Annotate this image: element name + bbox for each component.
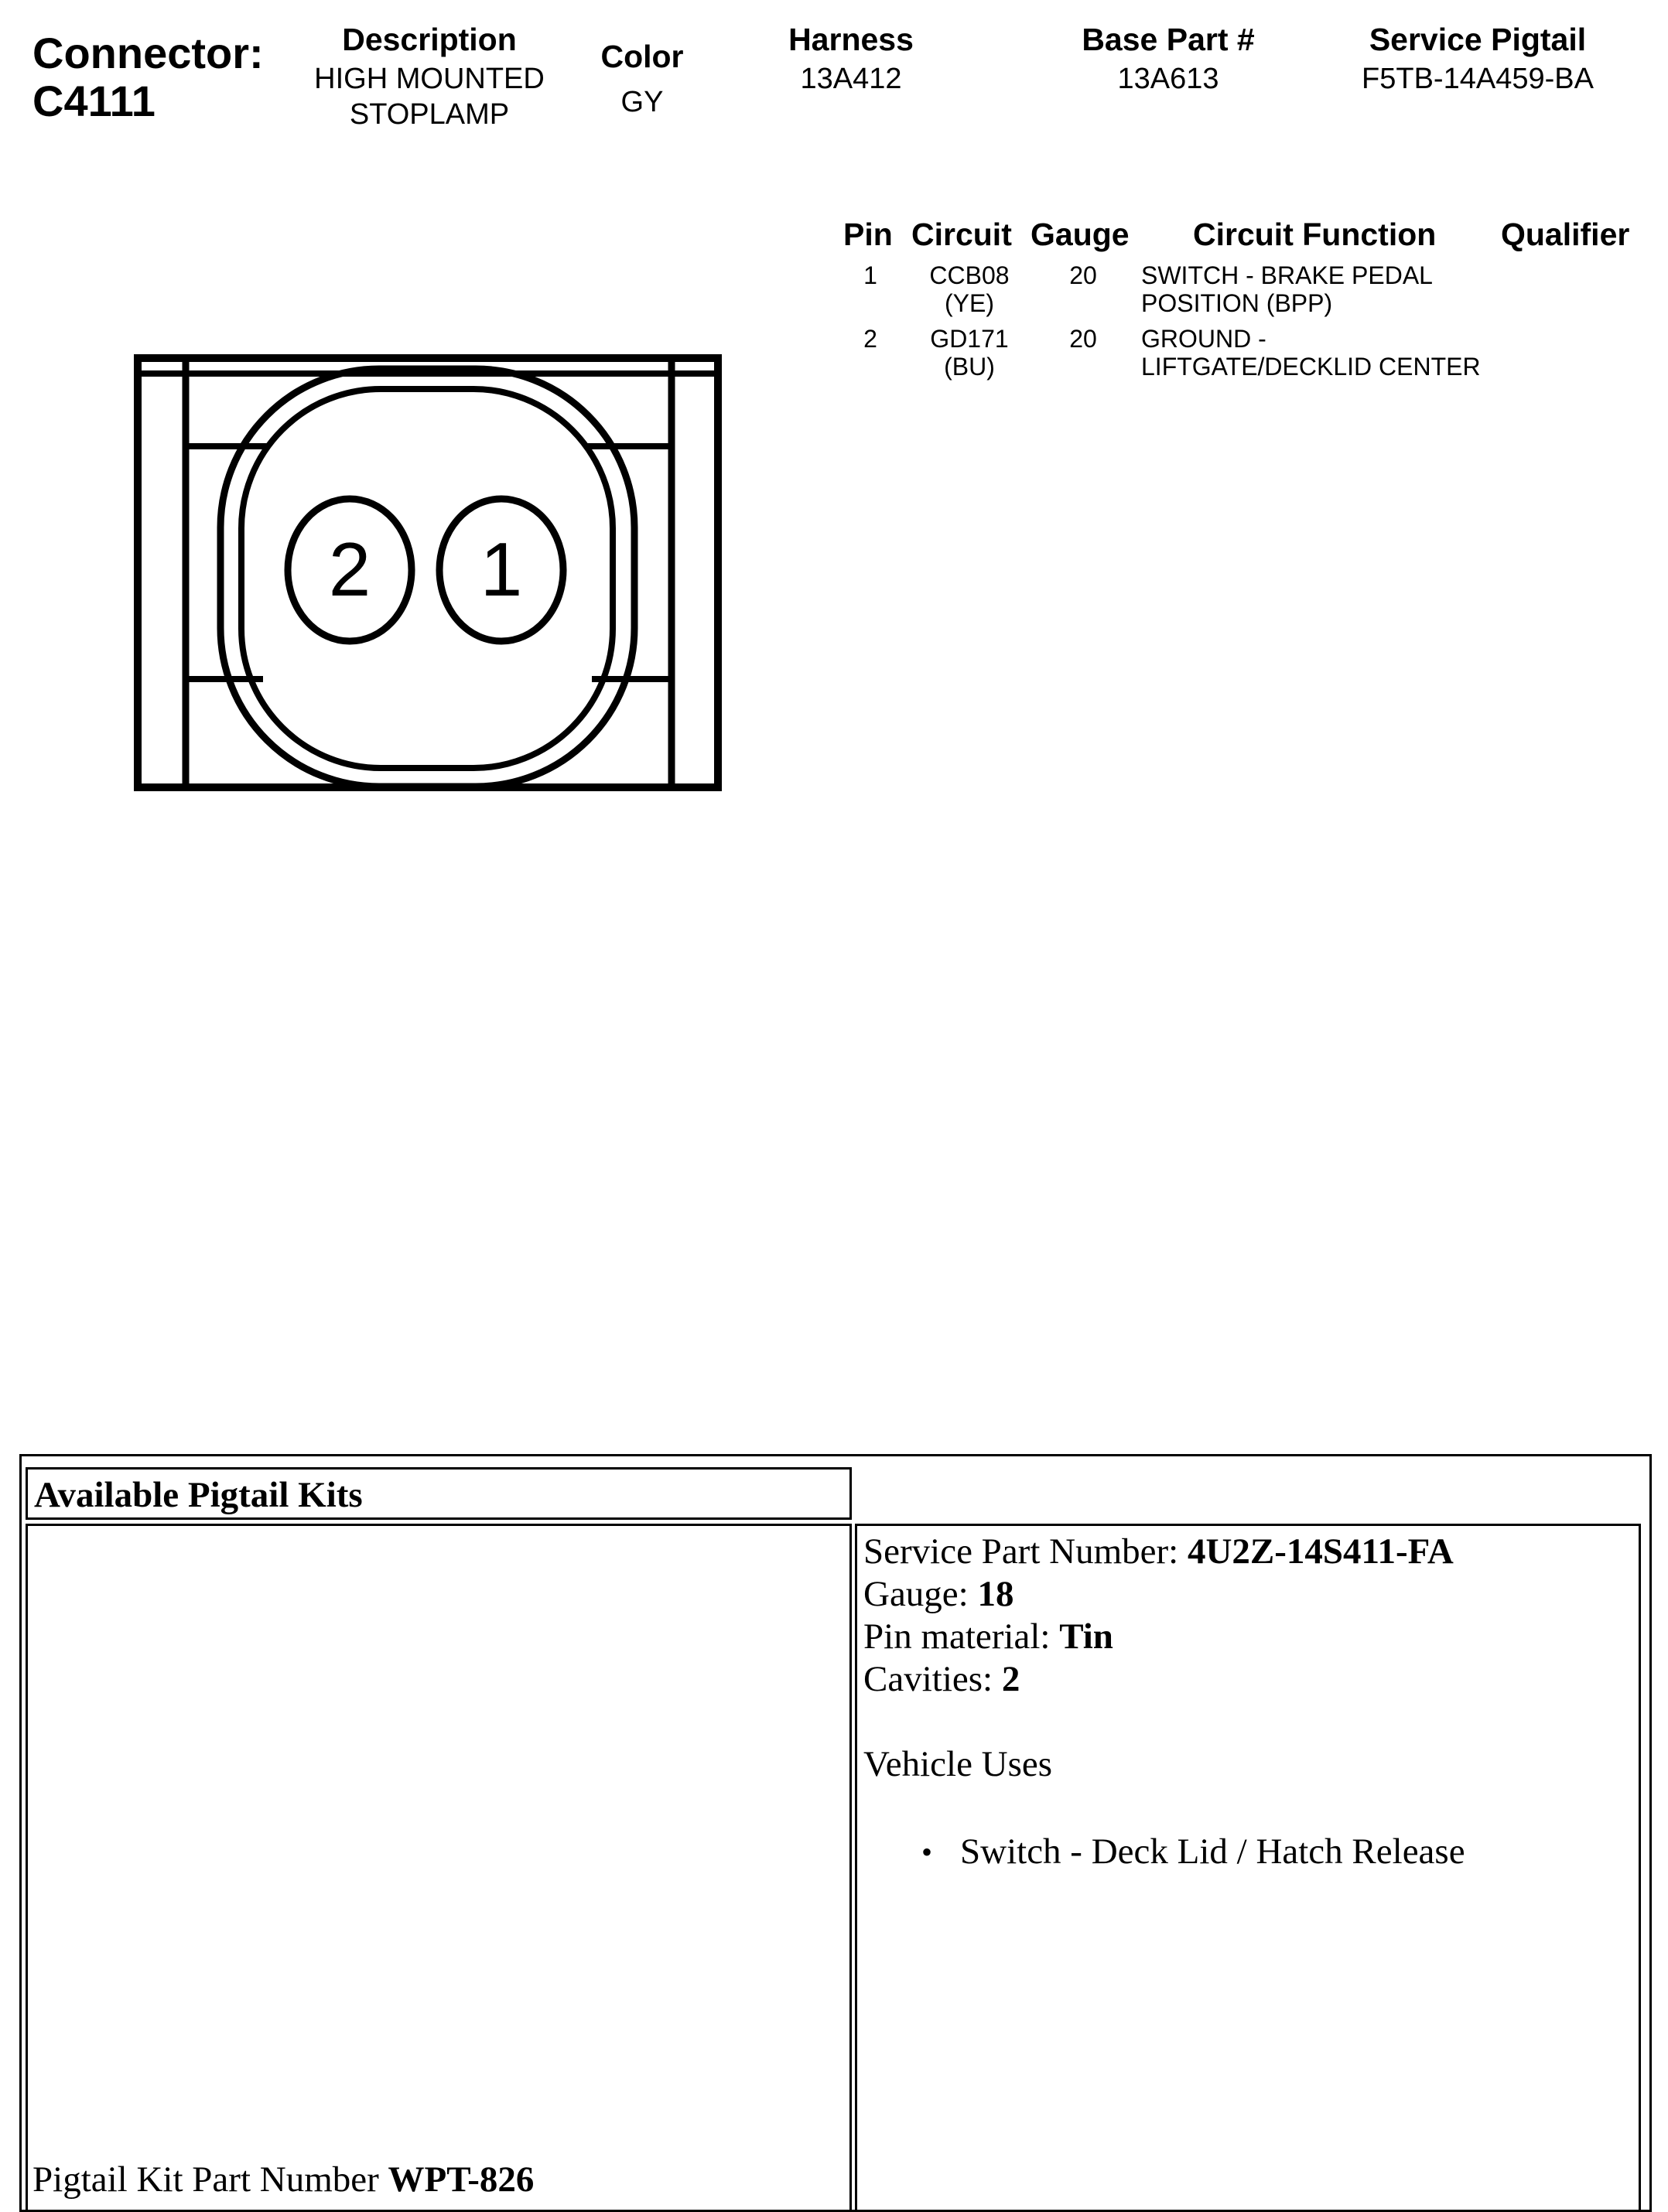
connector-title (32, 29, 264, 125)
pin-column-header: Pin (843, 217, 893, 252)
kit-image-cell (26, 1524, 852, 2212)
circuit-function-line-1: GROUND - (1141, 325, 1266, 353)
kit-part-label: Pigtail Kit Part Number (32, 2159, 388, 2200)
kit-part-value: WPT-826 (388, 2159, 535, 2200)
cavities-value: 2 (1001, 1659, 1020, 1699)
circuit-function-line-2: LIFTGATE/DECKLID CENTER (1141, 353, 1481, 381)
description-header: Description (342, 22, 517, 57)
gauge-value: 20 (1069, 261, 1097, 289)
harness-value: 13A412 (800, 63, 902, 95)
kits-title-cell (26, 1467, 852, 1520)
description-line-2: STOPLAMP (349, 98, 510, 131)
circuit-code (911, 261, 1027, 317)
cavities-line (863, 1658, 1632, 1701)
circuit-code (911, 325, 1027, 381)
color-column (573, 39, 712, 120)
color-header: Color (600, 39, 684, 74)
circuit-id: GD171 (930, 325, 1009, 353)
service-pigtail-column (1323, 22, 1632, 97)
pin-number: 2 (863, 325, 877, 353)
table-row (836, 261, 1656, 322)
kit-gauge-label: Gauge: (863, 1574, 978, 1614)
vehicle-uses-heading: Vehicle Uses (863, 1744, 1053, 1784)
kits-title: Available Pigtail Kits (34, 1475, 363, 1515)
kit-details-cell (855, 1524, 1641, 2212)
circuit-function-column-header: Circuit Function (1193, 217, 1437, 252)
vehicle-uses-list (863, 1831, 1632, 1873)
connector-label: Connector: (32, 29, 264, 77)
description-line-1: HIGH MOUNTED (314, 63, 545, 95)
gauge-line (863, 1573, 1632, 1616)
shroud-inner (241, 389, 613, 768)
pin-table (836, 217, 1656, 387)
pin-material-value: Tin (1059, 1616, 1113, 1657)
pin-label: 2 (328, 527, 371, 612)
pin-label: 1 (480, 527, 523, 612)
service-part-label: Service Part Number: (863, 1531, 1188, 1572)
circuit-function (1141, 325, 1481, 381)
service-part-line (863, 1531, 1632, 1573)
connector-id: C4111 (32, 77, 156, 125)
description-column (290, 22, 569, 132)
gauge-value: 20 (1069, 325, 1097, 353)
harness-column (743, 22, 959, 97)
pin-number: 1 (863, 261, 877, 289)
color-value: GY (620, 86, 664, 118)
circuit-function-line-1: SWITCH - BRAKE PEDAL (1141, 261, 1433, 289)
gauge-column-header: Gauge (1031, 217, 1130, 252)
qualifier-column-header: Qualifier (1501, 217, 1630, 252)
cavities-label: Cavities: (863, 1659, 1002, 1699)
kit-part-number (32, 2159, 534, 2201)
circuit-column-header: Circuit (911, 217, 1012, 252)
circuit-function-line-2: POSITION (BPP) (1141, 289, 1333, 317)
kit-gauge-value: 18 (977, 1574, 1014, 1614)
connector-face-diagram (132, 352, 727, 800)
harness-header: Harness (788, 22, 914, 57)
base-part-header: Base Part # (1082, 22, 1255, 57)
list-item: • Switch - Deck Lid / Hatch Release (863, 1831, 1632, 1873)
service-part-value: 4U2Z-14S411-FA (1187, 1531, 1454, 1572)
table-row (836, 325, 1656, 385)
pin-material-line (863, 1616, 1632, 1658)
circuit-function (1141, 261, 1433, 317)
pin-material-label: Pin material: (863, 1616, 1060, 1657)
circuit-color: (YE) (945, 289, 994, 317)
base-part-value: 13A613 (1117, 63, 1219, 95)
circuit-color: (BU) (944, 353, 995, 381)
circuit-id: CCB08 (929, 261, 1010, 289)
base-part-column (1037, 22, 1300, 97)
service-pigtail-header: Service Pigtail (1369, 22, 1587, 57)
service-pigtail-value: F5TB-14A459-BA (1362, 63, 1594, 95)
